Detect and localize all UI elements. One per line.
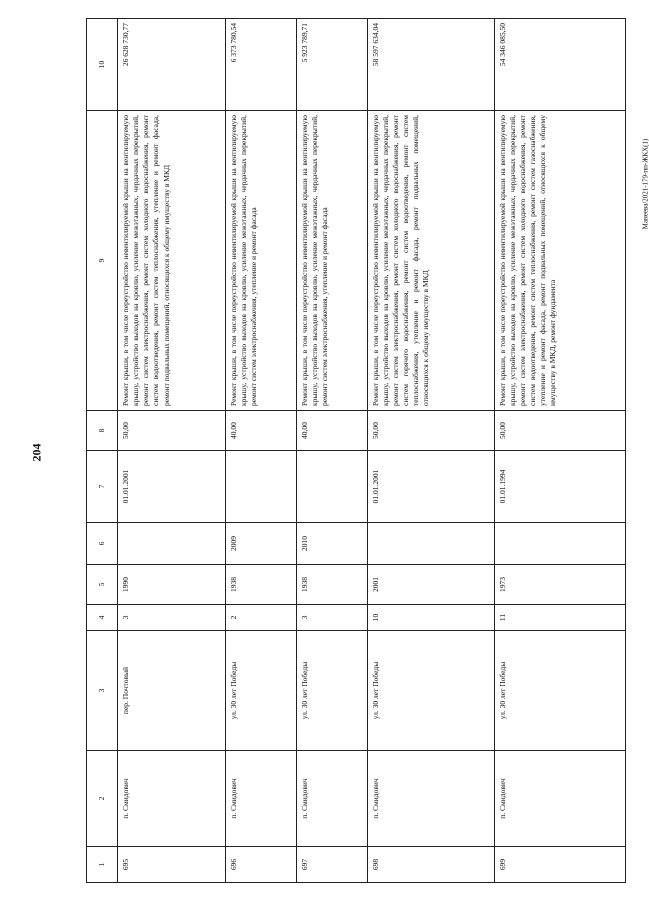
column-header: 1 [87, 847, 118, 883]
column-header: 9 [87, 111, 118, 411]
settlement: п. Смидович [296, 751, 367, 847]
row-number: 696 [225, 847, 296, 883]
table-row [225, 19, 296, 883]
date: 01.01.1994 [494, 451, 625, 523]
column-header: 8 [87, 411, 118, 451]
row-number: 697 [296, 847, 367, 883]
build-year: 2001 [367, 565, 494, 605]
wear-percent: 50,00 [494, 411, 625, 451]
table-row [494, 19, 625, 883]
table-header-row [87, 19, 118, 883]
table-row [367, 19, 494, 883]
street: ул. 30 лет Победы [494, 631, 625, 751]
data-table [86, 18, 626, 883]
street: ул. 30 лет Победы [296, 631, 367, 751]
repair-year [494, 523, 625, 565]
wear-percent: 40,00 [296, 411, 367, 451]
repair-year [118, 523, 226, 565]
street: ул. 30 лет Победы [367, 631, 494, 751]
works-description: Ремонт крыши, в том числе переустройство невентилируемой крыши на вентилируемую крышу, устройство выходов на кровлю, усиление межэтажных, чердачных перекрытий, ремонт систем электроснабжения, утепление и ремонт фасада [225, 111, 296, 411]
date: 01.01.2001 [118, 451, 226, 523]
document-code: Манеева/2021-179-пп-ЖКХ(1) [641, 138, 649, 230]
cost: 54 346 085,50 [494, 19, 625, 111]
date [225, 451, 296, 523]
cost: 58 597 634,04 [367, 19, 494, 111]
wear-percent: 50,00 [118, 411, 226, 451]
settlement: п. Смидович [225, 751, 296, 847]
build-year: 1938 [296, 565, 367, 605]
date: 01.01.2001 [367, 451, 494, 523]
house-number: 2 [225, 605, 296, 631]
column-header: 10 [87, 19, 118, 111]
column-header: 2 [87, 751, 118, 847]
row-number: 695 [118, 847, 226, 883]
settlement: п. Смидович [367, 751, 494, 847]
column-header: 4 [87, 605, 118, 631]
date [296, 451, 367, 523]
street: ул. 30 лет Победы [225, 631, 296, 751]
row-number: 699 [494, 847, 625, 883]
column-header: 6 [87, 523, 118, 565]
column-header: 7 [87, 451, 118, 523]
works-description: Ремонт крыши, в том числе переустройство невентилируемой крыши на вентилируемую крышу, устройство выходов на кровлю, усиление межэтажных, чердачных перекрытий, ремонт систем электроснабжения, ремонт систем холодного водоснабжения, ремонт систем водоотведения, ремонт систем теплоснабжения, ремонт систем газоснабжения, утепление и ремонт фасада, ремонт подвальных помещений, относящихся к общему имуществу в МКД, ремонт фундамента [494, 111, 625, 411]
wear-percent: 40,00 [225, 411, 296, 451]
build-year: 1973 [494, 565, 625, 605]
table-row [118, 19, 226, 883]
repair-year [367, 523, 494, 565]
column-header: 5 [87, 565, 118, 605]
column-header: 3 [87, 631, 118, 751]
build-year: 1938 [225, 565, 296, 605]
cost: 26 628 730,77 [118, 19, 226, 111]
repair-year: 2009 [225, 523, 296, 565]
house-number: 3 [296, 605, 367, 631]
works-description: Ремонт крыши, в том числе переустройство невентилируемой крыши на вентилируемую крышу, устройство выходов на кровлю, усиление межэтажных, чердачных перекрытий, ремонт систем электроснабжения, утепление и ремонт фасада [296, 111, 367, 411]
house-number: 11 [494, 605, 625, 631]
build-year: 1990 [118, 565, 226, 605]
settlement: п. Смидович [118, 751, 226, 847]
house-number: 10 [367, 605, 494, 631]
rotated-table-container [86, 19, 626, 883]
works-description: Ремонт крыши, в том числе переустройство невентилируемой крыши на вентилируемую крышу, устройство выходов на кровлю, усиление межэтажных, чердачных перекрытий, ремонт систем электроснабжения, ремонт систем холодного водоснабжения, ремонт систем водоотведения, ремонт систем теплоснабжения, утепление и ремонт фасада, ремонт подвальных помещений, относящихся к общему имуществу в МКД [118, 111, 226, 411]
repair-year: 2010 [296, 523, 367, 565]
wear-percent: 50,00 [367, 411, 494, 451]
settlement: п. Смидович [494, 751, 625, 847]
street: пер. Почтовый [118, 631, 226, 751]
house-number: 3 [118, 605, 226, 631]
cost: 6 373 780,54 [225, 19, 296, 111]
cost: 5 923 789,71 [296, 19, 367, 111]
page-number: 204 [29, 443, 44, 462]
works-description: Ремонт крыши, в том числе переустройство невентилируемой крыши на вентилируемую крышу, устройство выходов на кровлю, усиление межэтажных, чердачных перекрытий, ремонт систем электроснабжения, ремонт систем холодного водоснабжения, ремонт систем горячего водоснабжения, ремонт систем водоотведения, ремонт систем теплоснабжения, утепление и ремонт фасада, ремонт подвальных помещений, относящихся к общему имуществу в МКД [367, 111, 494, 411]
row-number: 698 [367, 847, 494, 883]
table-row [296, 19, 367, 883]
